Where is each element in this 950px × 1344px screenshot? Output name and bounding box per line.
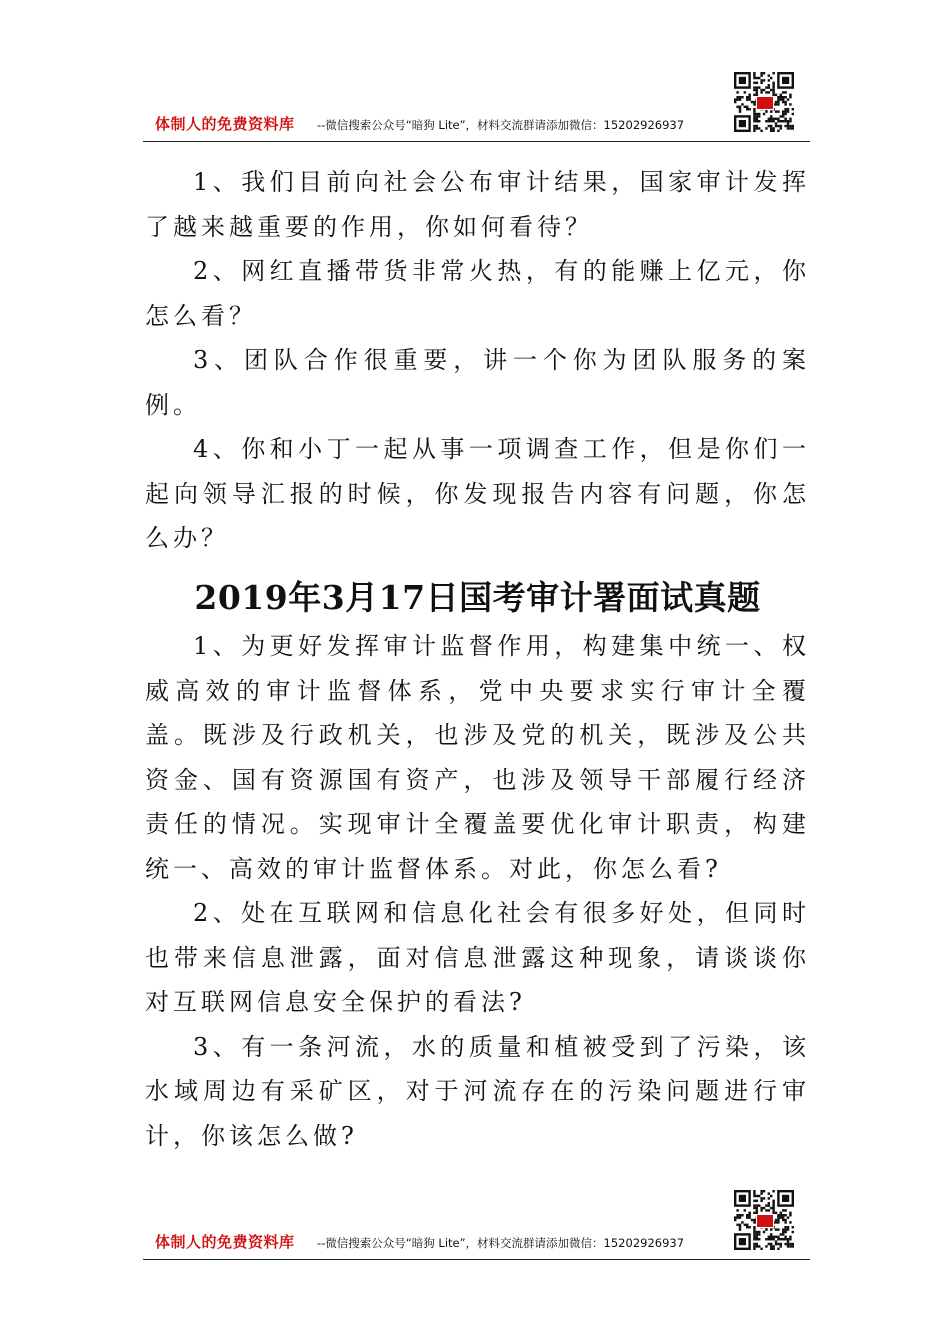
question-list-1	[145, 160, 810, 561]
qr-finder-square	[739, 120, 746, 127]
section-title: 2019年3月17日国考审计署面试真题	[194, 578, 761, 617]
qr-finder-square	[739, 77, 746, 84]
footer-brand: 体制人的免费资料库	[155, 1233, 295, 1251]
header-tagline: --微信搜索公众号“暗狗 Lite”，材料交流群请添加微信：15202926937	[317, 118, 685, 132]
page-footer	[143, 1190, 810, 1260]
header-rule	[143, 141, 810, 143]
question-2: 2、网红直播带货非常火热，有的能赚上亿元，你怎么看？	[145, 257, 810, 330]
qr-code-image	[734, 1190, 794, 1250]
question-2: 2、处在互联网和信息化社会有很多好处，但同时也带来信息泄露，面对信息泄露这种现象，请谈谈你对互联网信息安全保护的看法?	[145, 899, 810, 1016]
page-header	[143, 72, 810, 142]
qr-finder-square	[782, 1195, 789, 1202]
qr-finder-square	[739, 1238, 746, 1245]
qr-logo	[756, 96, 774, 110]
footer-rule	[143, 1259, 810, 1261]
qr-code-image	[734, 72, 794, 132]
question-list-2	[145, 578, 810, 1158]
question-4: 4、你和小丁一起从事一项调查工作，但是你们一起向领导汇报的时候，你发现报告内容有问题，你怎么办？	[145, 435, 810, 552]
question-1: 1、我们目前向社会公布审计结果，国家审计发挥了越来越重要的作用，你如何看待？	[145, 168, 810, 241]
footer-tagline: --微信搜索公众号“暗狗 Lite”，材料交流群请添加微信：15202926937	[317, 1236, 685, 1250]
qr-logo	[756, 1214, 774, 1228]
header-brand: 体制人的免费资料库	[155, 115, 295, 133]
question-3: 3、有一条河流，水的质量和植被受到了污染，该水域周边有采矿区，对于河流存在的污染问题进行审计，你该怎么做?	[145, 1032, 810, 1150]
qr-finder-square	[782, 77, 789, 84]
question-1: 1、为更好发挥审计监督作用，构建集中统一、权威高效的审计监督体系，党中央要求实行审计全覆盖。既涉及行政机关，也涉及党的机关，既涉及公共资金、国有资源国有资产，也涉及领导干部履行经济责任的情况。实现审计全覆盖要优化审计职责，构建统一、高效的审计监督体系。对此，你怎么看?	[145, 632, 810, 883]
question-3: 3、团队合作很重要，讲一个你为团队服务的案例。	[145, 346, 810, 419]
qr-finder-square	[739, 1195, 746, 1202]
